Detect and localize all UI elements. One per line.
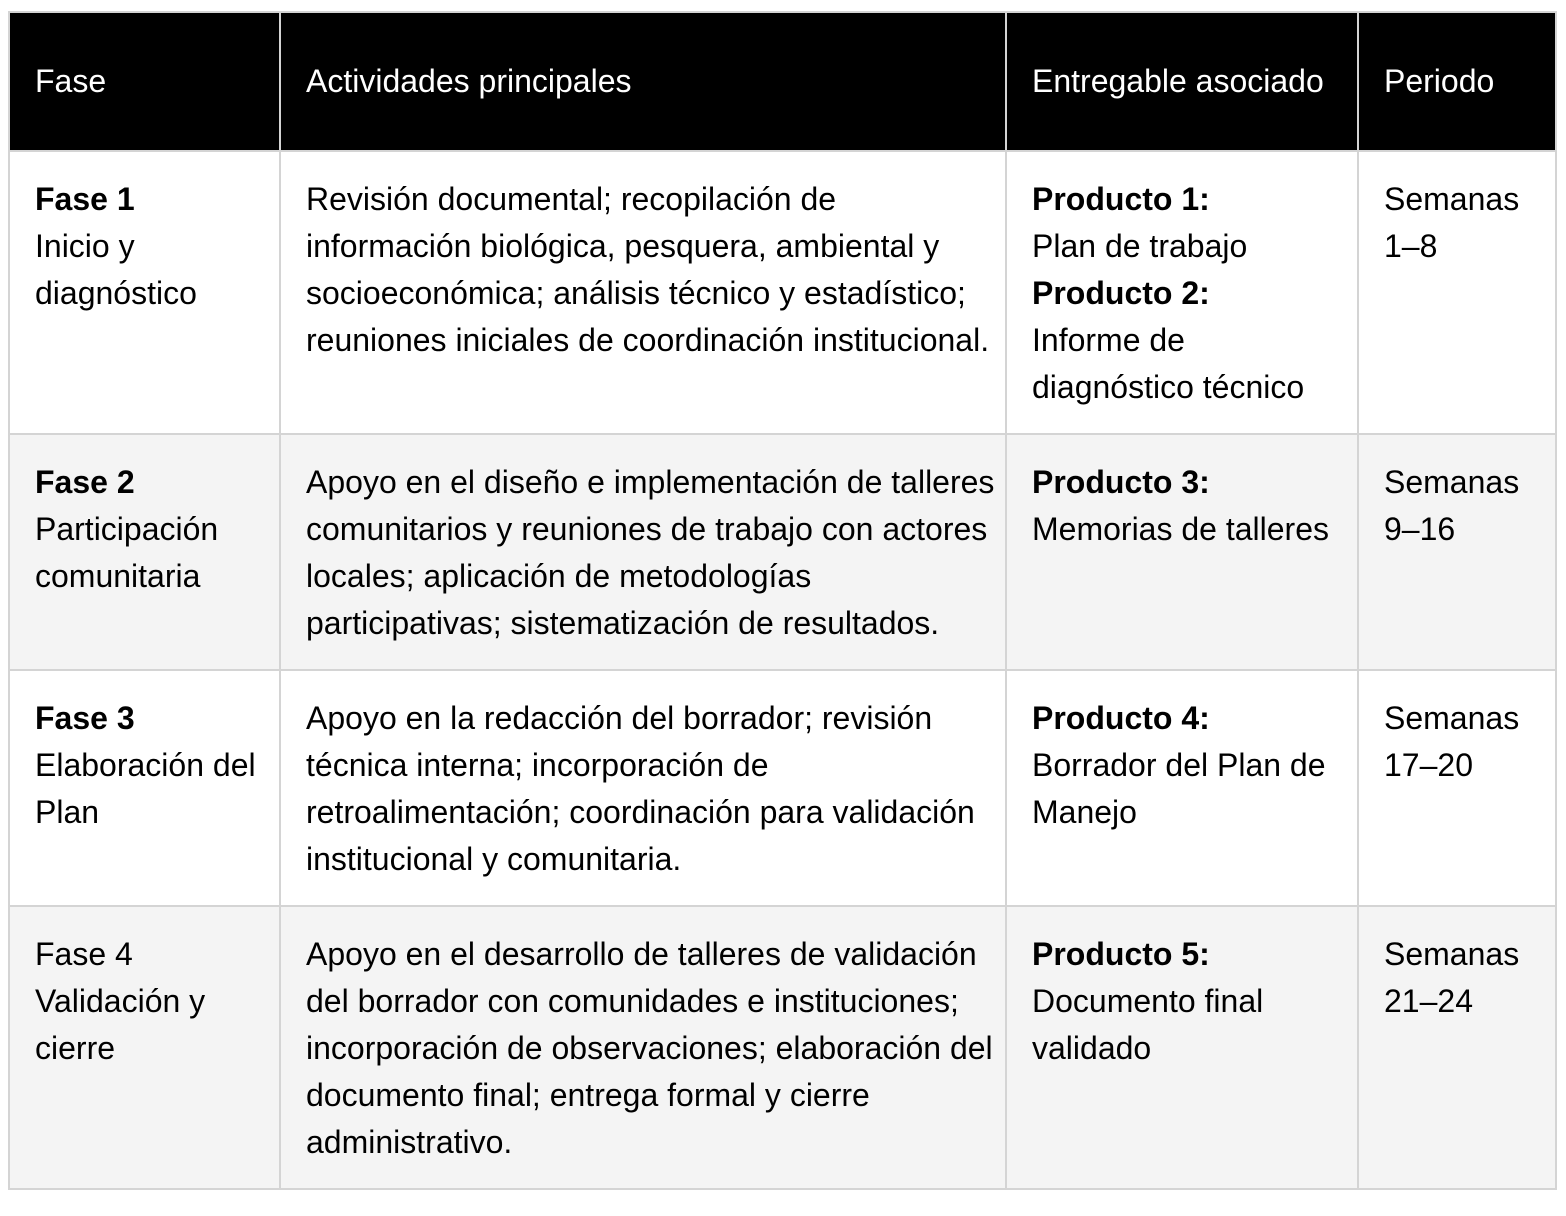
producto-label: Producto 2: bbox=[1032, 275, 1210, 311]
entregable-cell bbox=[1006, 434, 1358, 670]
producto-label: Producto 5: bbox=[1032, 936, 1210, 972]
periodo-cell: Semanas 9–16 bbox=[1358, 434, 1556, 670]
periodo-cell: Semanas 21–24 bbox=[1358, 906, 1556, 1189]
phases-table bbox=[8, 11, 1557, 1190]
fase-cell bbox=[9, 151, 280, 434]
entregable-cell bbox=[1006, 670, 1358, 906]
header-entregable: Entregable asociado bbox=[1006, 12, 1358, 151]
actividades-cell: Revisión documental; recopilación de información biológica, pesquera, ambiental y socioeconómica; análisis técnico y estadístico; reuniones iniciales de coordinación institucional. bbox=[280, 151, 1006, 434]
fase-name: Validación y cierre bbox=[35, 983, 206, 1066]
table-header-row bbox=[9, 12, 1556, 151]
fase-label: Fase 4 bbox=[35, 936, 133, 972]
fase-name: Elaboración del Plan bbox=[35, 747, 256, 830]
table-row bbox=[9, 151, 1556, 434]
producto-label: Producto 3: bbox=[1032, 464, 1210, 500]
header-periodo: Periodo bbox=[1358, 12, 1556, 151]
fase-label: Fase 2 bbox=[35, 464, 135, 500]
actividades-cell: Apoyo en el diseño e implementación de talleres comunitarios y reuniones de trabajo con actores locales; aplicación de metodologías participativas; sistematización de resultados. bbox=[280, 434, 1006, 670]
fase-cell bbox=[9, 670, 280, 906]
fase-cell bbox=[9, 906, 280, 1189]
producto-name: Borrador del Plan de Manejo bbox=[1032, 747, 1326, 830]
periodo-cell: Semanas 17–20 bbox=[1358, 670, 1556, 906]
producto-name: Informe de diagnóstico técnico bbox=[1032, 322, 1305, 405]
producto-label: Producto 4: bbox=[1032, 700, 1210, 736]
periodo-cell: Semanas 1–8 bbox=[1358, 151, 1556, 434]
producto-label: Producto 1: bbox=[1032, 181, 1210, 217]
fase-name: Participación comunitaria bbox=[35, 511, 219, 594]
table-row bbox=[9, 906, 1556, 1189]
actividades-cell: Apoyo en el desarrollo de talleres de validación del borrador con comunidades e instituciones; incorporación de observaciones; elaboración del documento final; entrega formal y cierre administrativo. bbox=[280, 906, 1006, 1189]
fase-cell bbox=[9, 434, 280, 670]
fase-name: Inicio y diagnóstico bbox=[35, 228, 197, 311]
actividades-cell: Apoyo en la redacción del borrador; revisión técnica interna; incorporación de retroalimentación; coordinación para validación institucional y comunitaria. bbox=[280, 670, 1006, 906]
entregable-cell bbox=[1006, 151, 1358, 434]
fase-label: Fase 3 bbox=[35, 700, 135, 736]
header-actividades: Actividades principales bbox=[280, 12, 1006, 151]
fase-label: Fase 1 bbox=[35, 181, 135, 217]
producto-name: Memorias de talleres bbox=[1032, 511, 1329, 547]
header-fase: Fase bbox=[9, 12, 280, 151]
table-row bbox=[9, 670, 1556, 906]
producto-name: Documento final validado bbox=[1032, 983, 1264, 1066]
table-row bbox=[9, 434, 1556, 670]
entregable-cell bbox=[1006, 906, 1358, 1189]
producto-name: Plan de trabajo bbox=[1032, 228, 1248, 264]
